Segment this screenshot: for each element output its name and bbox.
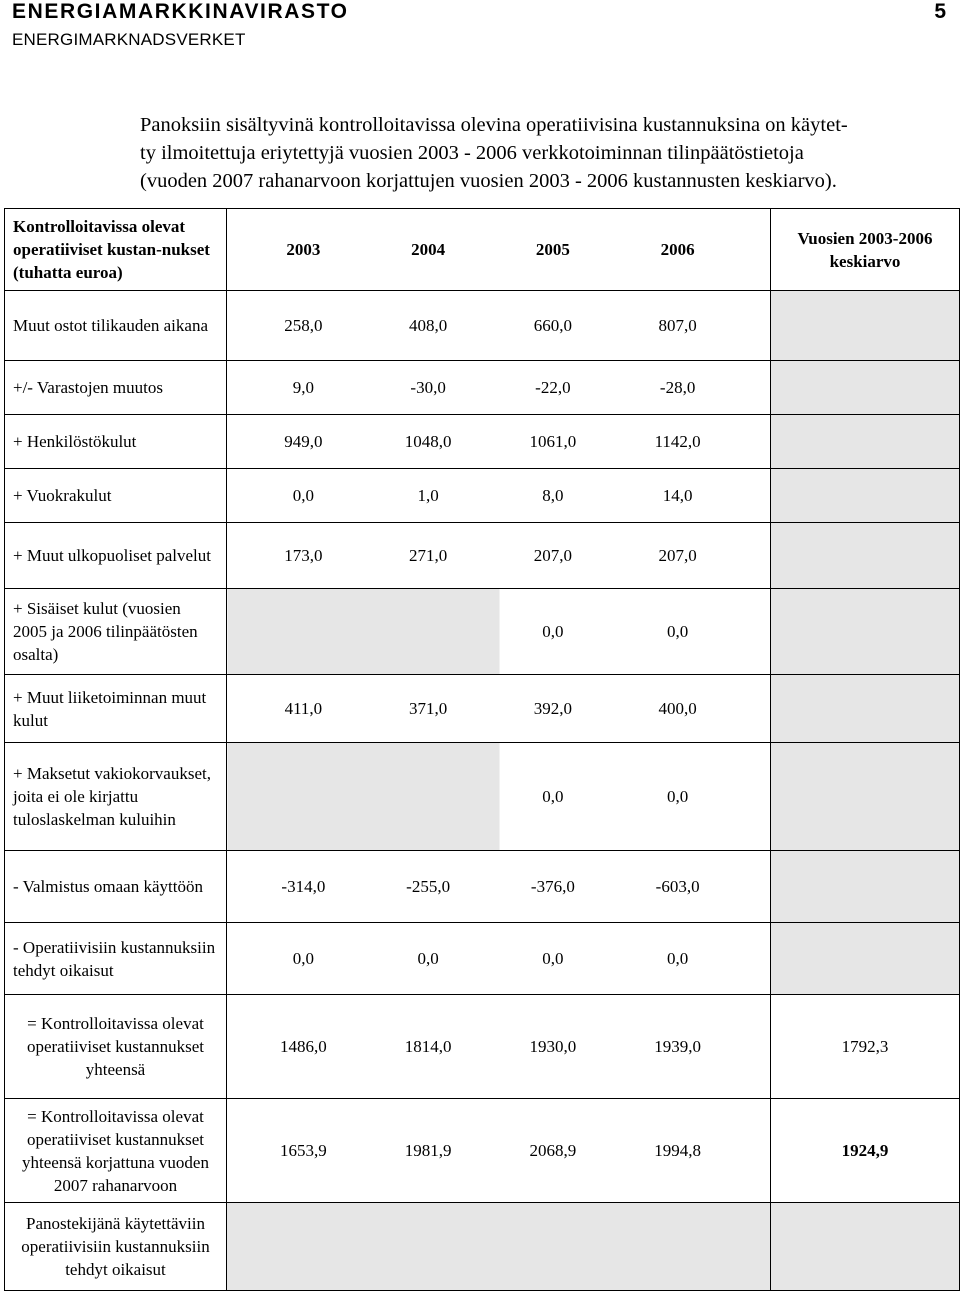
- year-header: 2003: [286, 240, 321, 259]
- row-values: [227, 743, 771, 851]
- value-cell: 0,0: [542, 787, 564, 806]
- row-label: - Valmistus omaan käyttöön: [5, 851, 227, 923]
- row-values: [227, 1203, 771, 1291]
- average-cell: [771, 1203, 960, 1291]
- row-label: - Operatiivisiin kustannuksiin tehdyt oikaisut: [5, 923, 227, 995]
- table-row: [5, 851, 960, 923]
- intro-line: (vuoden 2007 rahanarvoon korjattujen vuosien 2003 - 2006 kustannusten keskiarvo).: [140, 170, 837, 192]
- average-cell: [771, 589, 960, 675]
- agency-title-fi: ENERGIAMARKKINAVIRASTO: [12, 0, 349, 23]
- value-cell: 1814,0: [404, 1037, 452, 1056]
- row-values: [227, 291, 771, 361]
- cost-table: [4, 208, 960, 291]
- row-label: + Maksetut vakiokorvaukset, joita ei ole kirjattu tuloslaskelman kuluihin: [5, 743, 227, 851]
- average-cell: [771, 675, 960, 743]
- row-values: [227, 675, 771, 743]
- average-cell: [771, 743, 960, 851]
- year-headers: [227, 209, 771, 291]
- value-cell: 9,0: [292, 378, 314, 397]
- intro-line: ty ilmoitettuja eriytettyjä vuosien 2003 - 2006 verkkotoiminnan tilinpäätöstietoja: [140, 142, 804, 164]
- value-cell: 173,0: [284, 546, 323, 565]
- value-cell: 1061,0: [529, 432, 577, 451]
- table-row: [5, 743, 960, 851]
- year-header: 2004: [411, 240, 446, 259]
- table-row: [5, 923, 960, 995]
- avg-header-cell: Vuosien 2003-2006 keskiarvo: [771, 209, 960, 291]
- value-cell: 1930,0: [529, 1037, 577, 1056]
- average-cell: [771, 415, 960, 469]
- value-cell: 949,0: [284, 432, 323, 451]
- value-cell: 408,0: [409, 316, 448, 335]
- row-label: +/- Varastojen muutos: [5, 361, 227, 415]
- value-cell: 1048,0: [404, 432, 452, 451]
- value-cell: 1,0: [417, 486, 439, 505]
- table-row: [5, 291, 960, 361]
- value-cell: -255,0: [406, 877, 451, 896]
- value-cell: 371,0: [409, 699, 448, 718]
- value-cell: 207,0: [533, 546, 572, 565]
- value-cell: 1981,9: [404, 1141, 452, 1160]
- value-cell: 1994,8: [654, 1141, 701, 1160]
- average-cell: [771, 361, 960, 415]
- table-row: [5, 523, 960, 589]
- year-header: 2005: [535, 240, 570, 259]
- average-cell: 1792,3: [771, 995, 960, 1099]
- value-cell: 1653,9: [280, 1141, 327, 1160]
- table-row: [5, 361, 960, 415]
- value-cell: 0,0: [292, 486, 314, 505]
- row-label: + Sisäiset kulut (vuosien 2005 ja 2006 tilinpäätösten osalta): [5, 589, 227, 675]
- row-values: [227, 523, 771, 589]
- year-header: 2006: [660, 240, 695, 259]
- row-label: = Kontrolloitavissa olevat operatiiviset kustannukset yhteensä korjattuna vuoden 2007 rahanarvoon: [5, 1099, 227, 1203]
- value-cell: -314,0: [281, 877, 326, 896]
- page-number: 5: [934, 0, 946, 23]
- average-cell: [771, 523, 960, 589]
- value-cell: 1939,0: [654, 1037, 701, 1056]
- value-cell: 1486,0: [280, 1037, 327, 1056]
- table-row: [5, 995, 960, 1099]
- row-label: Muut ostot tilikauden aikana: [5, 291, 227, 361]
- table-header-row: [5, 209, 960, 291]
- value-cell: 807,0: [658, 316, 697, 335]
- row-label: Panostekijänä käytettäviin operatiivisiin kustannuksiin tehdyt oikaisut: [5, 1203, 227, 1291]
- value-cell: 0,0: [667, 949, 689, 968]
- value-cell: 8,0: [542, 486, 564, 505]
- value-cell: 0,0: [542, 622, 564, 641]
- average-cell: [771, 851, 960, 923]
- row-label: + Henkilöstökulut: [5, 415, 227, 469]
- value-cell: 0,0: [292, 949, 314, 968]
- table-row: [5, 415, 960, 469]
- value-cell: 660,0: [533, 316, 572, 335]
- value-cell: -30,0: [410, 378, 446, 397]
- value-cell: 14,0: [662, 486, 693, 505]
- value-cell: 271,0: [409, 546, 448, 565]
- row-values: [227, 923, 771, 995]
- average-cell: 1924,9: [771, 1099, 960, 1203]
- row-values: [227, 469, 771, 523]
- row-values: [227, 415, 771, 469]
- average-cell: [771, 469, 960, 523]
- intro-line: Panoksiin sisältyvinä kontrolloitavissa olevina operatiivisina kustannuksina on käytet-: [140, 114, 848, 136]
- row-label: + Vuokrakulut: [5, 469, 227, 523]
- value-cell: 0,0: [417, 949, 439, 968]
- value-cell: 411,0: [284, 699, 323, 718]
- value-cell: -376,0: [530, 877, 575, 896]
- value-cell: 2068,9: [529, 1141, 577, 1160]
- average-cell: [771, 291, 960, 361]
- table-row: [5, 469, 960, 523]
- value-cell: 0,0: [667, 622, 689, 641]
- value-cell: -22,0: [535, 378, 571, 397]
- row-label: + Muut liiketoiminnan muut kulut: [5, 675, 227, 743]
- value-cell: -603,0: [655, 877, 700, 896]
- table-row: [5, 1203, 960, 1291]
- value-cell: 0,0: [542, 949, 564, 968]
- intro-paragraph: [140, 111, 960, 195]
- row-label: + Muut ulkopuoliset palvelut: [5, 523, 227, 589]
- table-row: [5, 589, 960, 675]
- row-values: [227, 589, 771, 675]
- row-values: [227, 851, 771, 923]
- value-cell: 207,0: [658, 546, 697, 565]
- row-label: = Kontrolloitavissa olevat operatiiviset kustannukset yhteensä: [5, 995, 227, 1099]
- header-label-cell: Kontrolloitavissa olevat operatiiviset kustan-nukset (tuhatta euroa): [5, 209, 227, 291]
- row-values: [227, 995, 771, 1099]
- value-cell: 1142,0: [654, 432, 701, 451]
- table-row: [5, 675, 960, 743]
- cost-table-body: [4, 290, 960, 1291]
- value-cell: 392,0: [533, 699, 572, 718]
- row-values: [227, 361, 771, 415]
- agency-title-sv: ENERGIMARKNADSVERKET: [12, 30, 246, 49]
- value-cell: 0,0: [667, 787, 689, 806]
- row-values: [227, 1099, 771, 1203]
- value-cell: 258,0: [284, 316, 323, 335]
- average-cell: [771, 923, 960, 995]
- value-cell: 400,0: [658, 699, 697, 718]
- table-row: [5, 1099, 960, 1203]
- value-cell: -28,0: [659, 378, 696, 397]
